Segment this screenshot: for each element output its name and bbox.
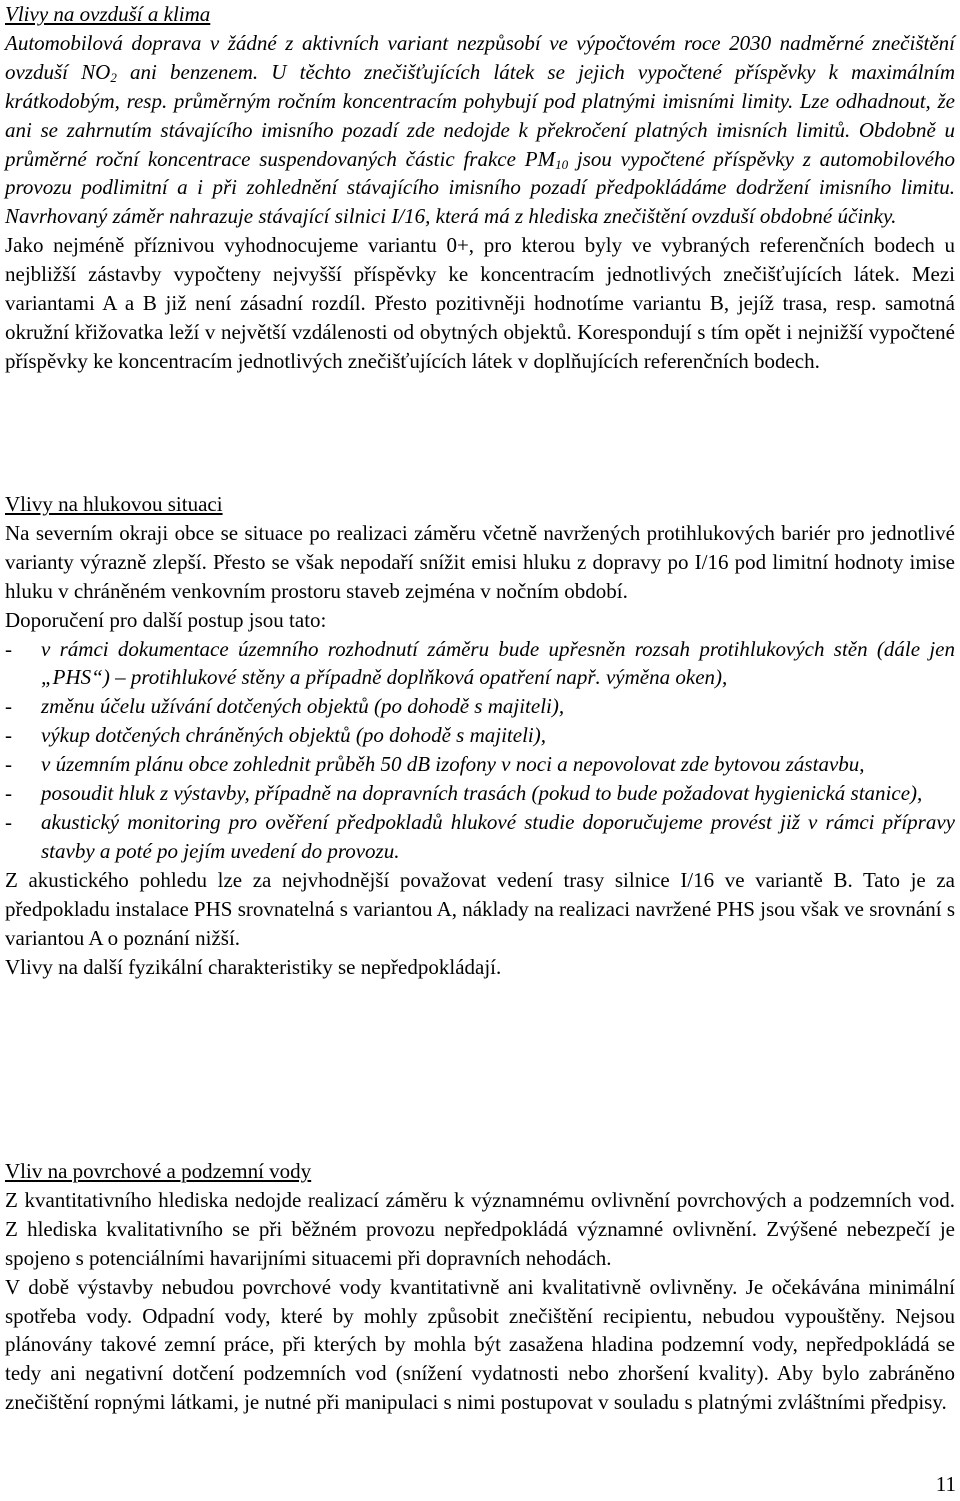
noise-paragraph-1: Na severním okraji obce se situace po realizaci záměru včetně navržených protihlukových bariér pro jednotlivé varianty výrazně zlepší. Přesto se však nepodaří snížit emisi hluku z dopravy po I/16 pod limitní hodnoty imise hluku v chráněném venkovním prostoru staveb zejména v nočním období. (5, 520, 955, 603)
air-p1-text-c: jsou vypočtené příspěvky z automobilového provozu podlimitní a i při zohlednění stávajícího imisního pozadí předpokládáme dodržení imisního limitu. Navrhovaný záměr nahrazuje stávající silnici I/16, která má z hlediska znečištění ovzduší obdobné účinky. (5, 146, 955, 229)
list-dash: - (5, 781, 12, 806)
list-item-text: v rámci dokumentace územního rozhodnutí záměru bude upřesněn rozsah protihlukových stěn (dále jen „PHS“) – protihlukové stěny a případně doplňková opatření např. výměna oken), (41, 636, 955, 690)
air-paragraph-2: Jako nejméně příznivou vyhodnocujeme variantu 0+, pro kterou byly ve vybraných referenčních bodech u nejbližší zástavby vypočteny nejvyšší příspěvky ke koncentracím jednotlivých znečišťujících látek. Mezi variantami A a B již není zásadní rozdíl. Přesto pozitivněji hodnotíme variantu B, jejíž trasa, resp. samotná okružní křižovatka leží v největší vzdálenosti od obytných objektů. Korespondují s tím opět i nejnižší vypočtené příspěvky ke koncentracím jednotlivých znečišťujících látek v doplňujících referenčních bodech. (5, 233, 955, 373)
pm10-subscript: 10 (555, 156, 569, 172)
noise-section (5, 490, 955, 981)
list-item (5, 779, 955, 808)
air-paragraph-1 (5, 29, 955, 231)
list-item (5, 692, 955, 721)
page-number: 11 (935, 1472, 956, 1496)
list-item (5, 635, 955, 693)
list-dash: - (5, 723, 12, 748)
no2-subscript: 2 (110, 69, 117, 85)
list-item-text: výkup dotčených chráněných objektů (po dohodě s majiteli), (41, 723, 546, 748)
water-section (5, 1157, 955, 1417)
list-item-text: změnu účelu užívání dotčených objektů (po dohodě s majiteli), (41, 694, 565, 719)
list-dash: - (5, 809, 12, 834)
water-heading: Vliv na povrchové a podzemní vody (5, 1159, 312, 1183)
noise-heading: Vlivy na hlukovou situaci (5, 492, 223, 516)
list-item-text: v územním plánu obce zohlednit průběh 50 dB izofony v noci a nepovolovat zde bytovou zástavbu, (41, 752, 865, 777)
list-dash: - (5, 636, 12, 661)
air-p1-text-b: ani benzenem. U těchto znečišťujících látek se jejich vypočtené příspěvky k maximálním krátkodobým, resp. průměrným ročním koncentracím pohybují pod platnými imisními limity. Lze odhadnout, že ani se zahrnutím stávajícího imisního pozadí zde nedojde k překročení platných imisních limitů. Obdobně u průměrné roční koncentrace suspendovaných částic frakce PM (5, 59, 955, 171)
recommendations-list (5, 635, 955, 866)
list-item-text: akustický monitoring pro ověření předpokladů hlukové studie doporučujeme provést již v rámci přípravy stavby a poté po jejím uvedení do provozu. (41, 809, 955, 863)
list-dash: - (5, 694, 12, 719)
air-section (5, 0, 955, 376)
list-dash: - (5, 752, 12, 777)
water-paragraph-1: Z kvantitativního hlediska nedojde realizací záměru k významnému ovlivnění povrchových a podzemních vod. Z hlediska kvalitativního se při běžném provozu nepředpokládá významné ovlivnění. Zvýšené nebezpečí je spojeno s potenciálními havarijními situacemi při dopravních nehodách. (5, 1187, 955, 1270)
noise-paragraph-2: Z akustického pohledu lze za nejvhodnější považovat vedení trasy silnice I/16 ve variantě B. Tato je za předpokladu instalace PHS srovnatelná s variantou A, náklady na realizaci navržené PHS jsou však ve srovnání s variantou A o poznání nižší. (5, 867, 955, 950)
list-item-text: posoudit hluk z výstavby, případně na dopravních trasách (pokud to bude požadovat hygienická stanice), (41, 781, 923, 806)
list-item (5, 721, 955, 750)
list-item (5, 808, 955, 866)
list-item (5, 750, 955, 779)
recommendations-heading: Doporučení pro další postup jsou tato: (5, 607, 327, 632)
air-heading: Vlivy na ovzduší a klima (5, 2, 211, 26)
noise-paragraph-3: Vlivy na další fyzikální charakteristiky se nepředpokládají. (5, 954, 502, 979)
air-p1-text-a: Automobilová doprava v žádné z aktivních variant nezpůsobí ve výpočtovém roce 2030 nadměrné znečištění ovzduší NO (5, 30, 955, 84)
water-paragraph-2: V době výstavby nebudou povrchové vody kvantitativně ani kvalitativně ovlivněny. Je očekávána minimální spotřeba vody. Odpadní vody, které by mohly způsobit znečištění recipientu, nebudou vypouštěny. Nejsou plánovány takové zemní práce, při kterých by mohla být zasažena hladina podzemní vody, nepředpokládá se tedy ani negativní dotčení podzemních vod (snížení vydatnosti nebo zhoršení kvality). Aby bylo zabráněno znečištění ropnými látkami, je nutné při manipulaci s nimi postupovat v souladu s platnými zvláštními předpisy. (5, 1274, 955, 1415)
